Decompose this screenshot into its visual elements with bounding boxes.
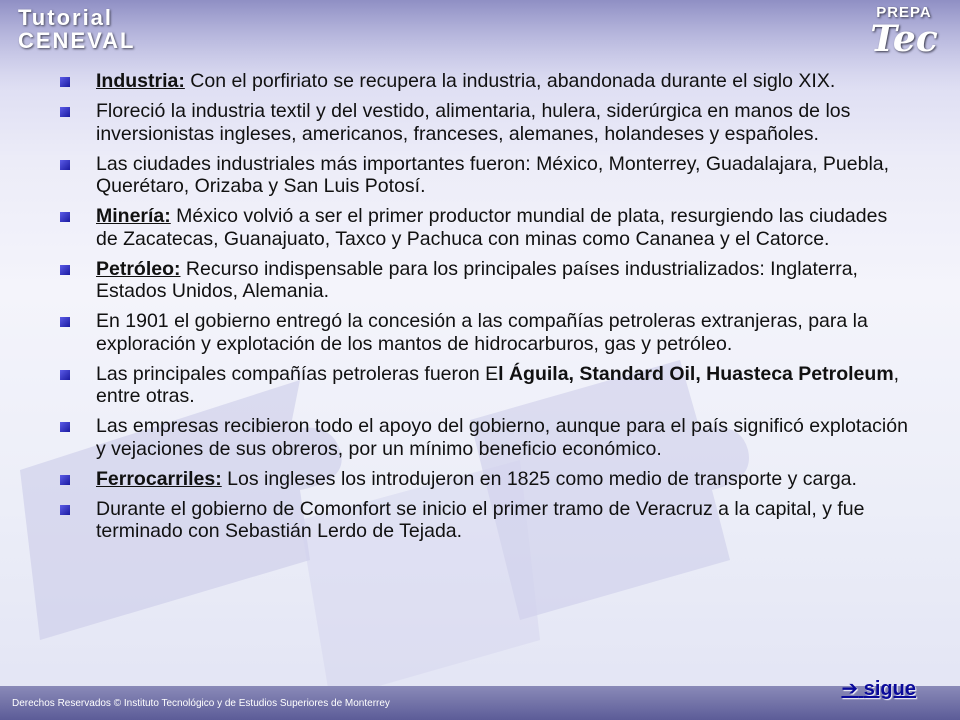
- square-bullet-icon: [60, 317, 70, 327]
- bullet-item: [58, 70, 910, 93]
- bullet-item: [58, 100, 910, 145]
- bullet-text: Las empresas recibieron todo el apoyo del gobierno, aunque para el país significó explotación y vejaciones de sus obreros, por un mínimo beneficio económico.: [96, 415, 908, 460]
- square-bullet-icon: [60, 475, 70, 485]
- next-link-label: sigue: [863, 678, 916, 700]
- bullet-item: [58, 258, 910, 303]
- copyright-text: Derechos Reservados © Instituto Tecnológico y de Estudios Superiores de Monterrey: [12, 698, 390, 709]
- square-bullet-icon: [60, 265, 70, 275]
- bullet-text: En 1901 el gobierno entregó la concesión a las compañías petroleras extranjeras, para la exploración y explotación de los mantos de hidrocarburos, gas y petróleo.: [96, 310, 868, 355]
- next-link[interactable]: [841, 676, 916, 701]
- bullet-keyword: Petróleo:: [96, 257, 181, 280]
- square-bullet-icon: [60, 422, 70, 432]
- brand-tec: Tec: [870, 18, 938, 60]
- bullet-keyword: Minería:: [96, 205, 171, 227]
- bullet-text: Los ingleses los introdujeron en 1825 como medio de transporte y carga.: [221, 467, 857, 490]
- footer-bar: [0, 686, 960, 720]
- logo-line-2: CENEVAL: [18, 28, 136, 53]
- square-bullet-icon: [60, 212, 70, 222]
- bullet-item: [58, 153, 910, 198]
- square-bullet-icon: [60, 107, 70, 117]
- bullet-text: Recurso indispensable para los principales países industrializados: Inglaterra, Estados Unidos, Alemania.: [96, 257, 858, 302]
- bullet-item: [58, 468, 910, 491]
- bullet-text: Floreció la industria textil y del vestido, alimentaria, hulera, siderúrgica en manos de los inversionistas ingleses, americanos, franceses, alemanes, holandeses y españoles.: [96, 100, 851, 145]
- bullet-item: [58, 310, 910, 355]
- square-bullet-icon: [60, 505, 70, 515]
- square-bullet-icon: [60, 160, 70, 170]
- square-bullet-icon: [60, 77, 70, 87]
- tutorial-ceneval-logo: [18, 6, 136, 52]
- logo-line-1: Tutorial: [18, 5, 114, 30]
- bullet-item: [58, 415, 910, 460]
- bullet-item: [58, 363, 910, 408]
- bullet-item: [58, 205, 910, 250]
- bullet-item: [58, 498, 910, 543]
- bullet-bold-text: l Águila, Standard Oil, Huasteca Petroleum: [498, 362, 894, 385]
- bullet-text: Las ciudades industriales más importantes fueron: México, Monterrey, Guadalajara, Puebla, Querétaro, Orizaba y San Luis Potosí.: [96, 152, 890, 197]
- bullet-text: Con el porfiriato se recupera la industria, abandonada durante el siglo XIX.: [184, 70, 836, 92]
- bullet-text: Las principales compañías petroleras fueron E: [96, 362, 499, 385]
- bullet-text: Durante el gobierno de Comonfort se inicio el primer tramo de Veracruz a la capital, y fue terminado con Sebastián Lerdo de Tejada.: [96, 497, 865, 542]
- brand-prepa: PREPA: [876, 4, 932, 21]
- bullet-keyword: Industria:: [96, 70, 185, 92]
- prepa-tec-logo: [864, 4, 944, 64]
- bullet-list: [58, 70, 910, 550]
- square-bullet-icon: [60, 370, 70, 380]
- bullet-text: , entre otras.: [96, 362, 900, 407]
- bullet-text: México volvió a ser el primer productor mundial de plata, resurgiendo las ciudades de Zacatecas, Guanajuato, Taxco y Pachuca con minas como Cananea y el Catorce.: [96, 205, 888, 250]
- bullet-keyword: Ferrocarriles:: [96, 467, 222, 490]
- arrow-right-icon: ➔: [841, 676, 859, 700]
